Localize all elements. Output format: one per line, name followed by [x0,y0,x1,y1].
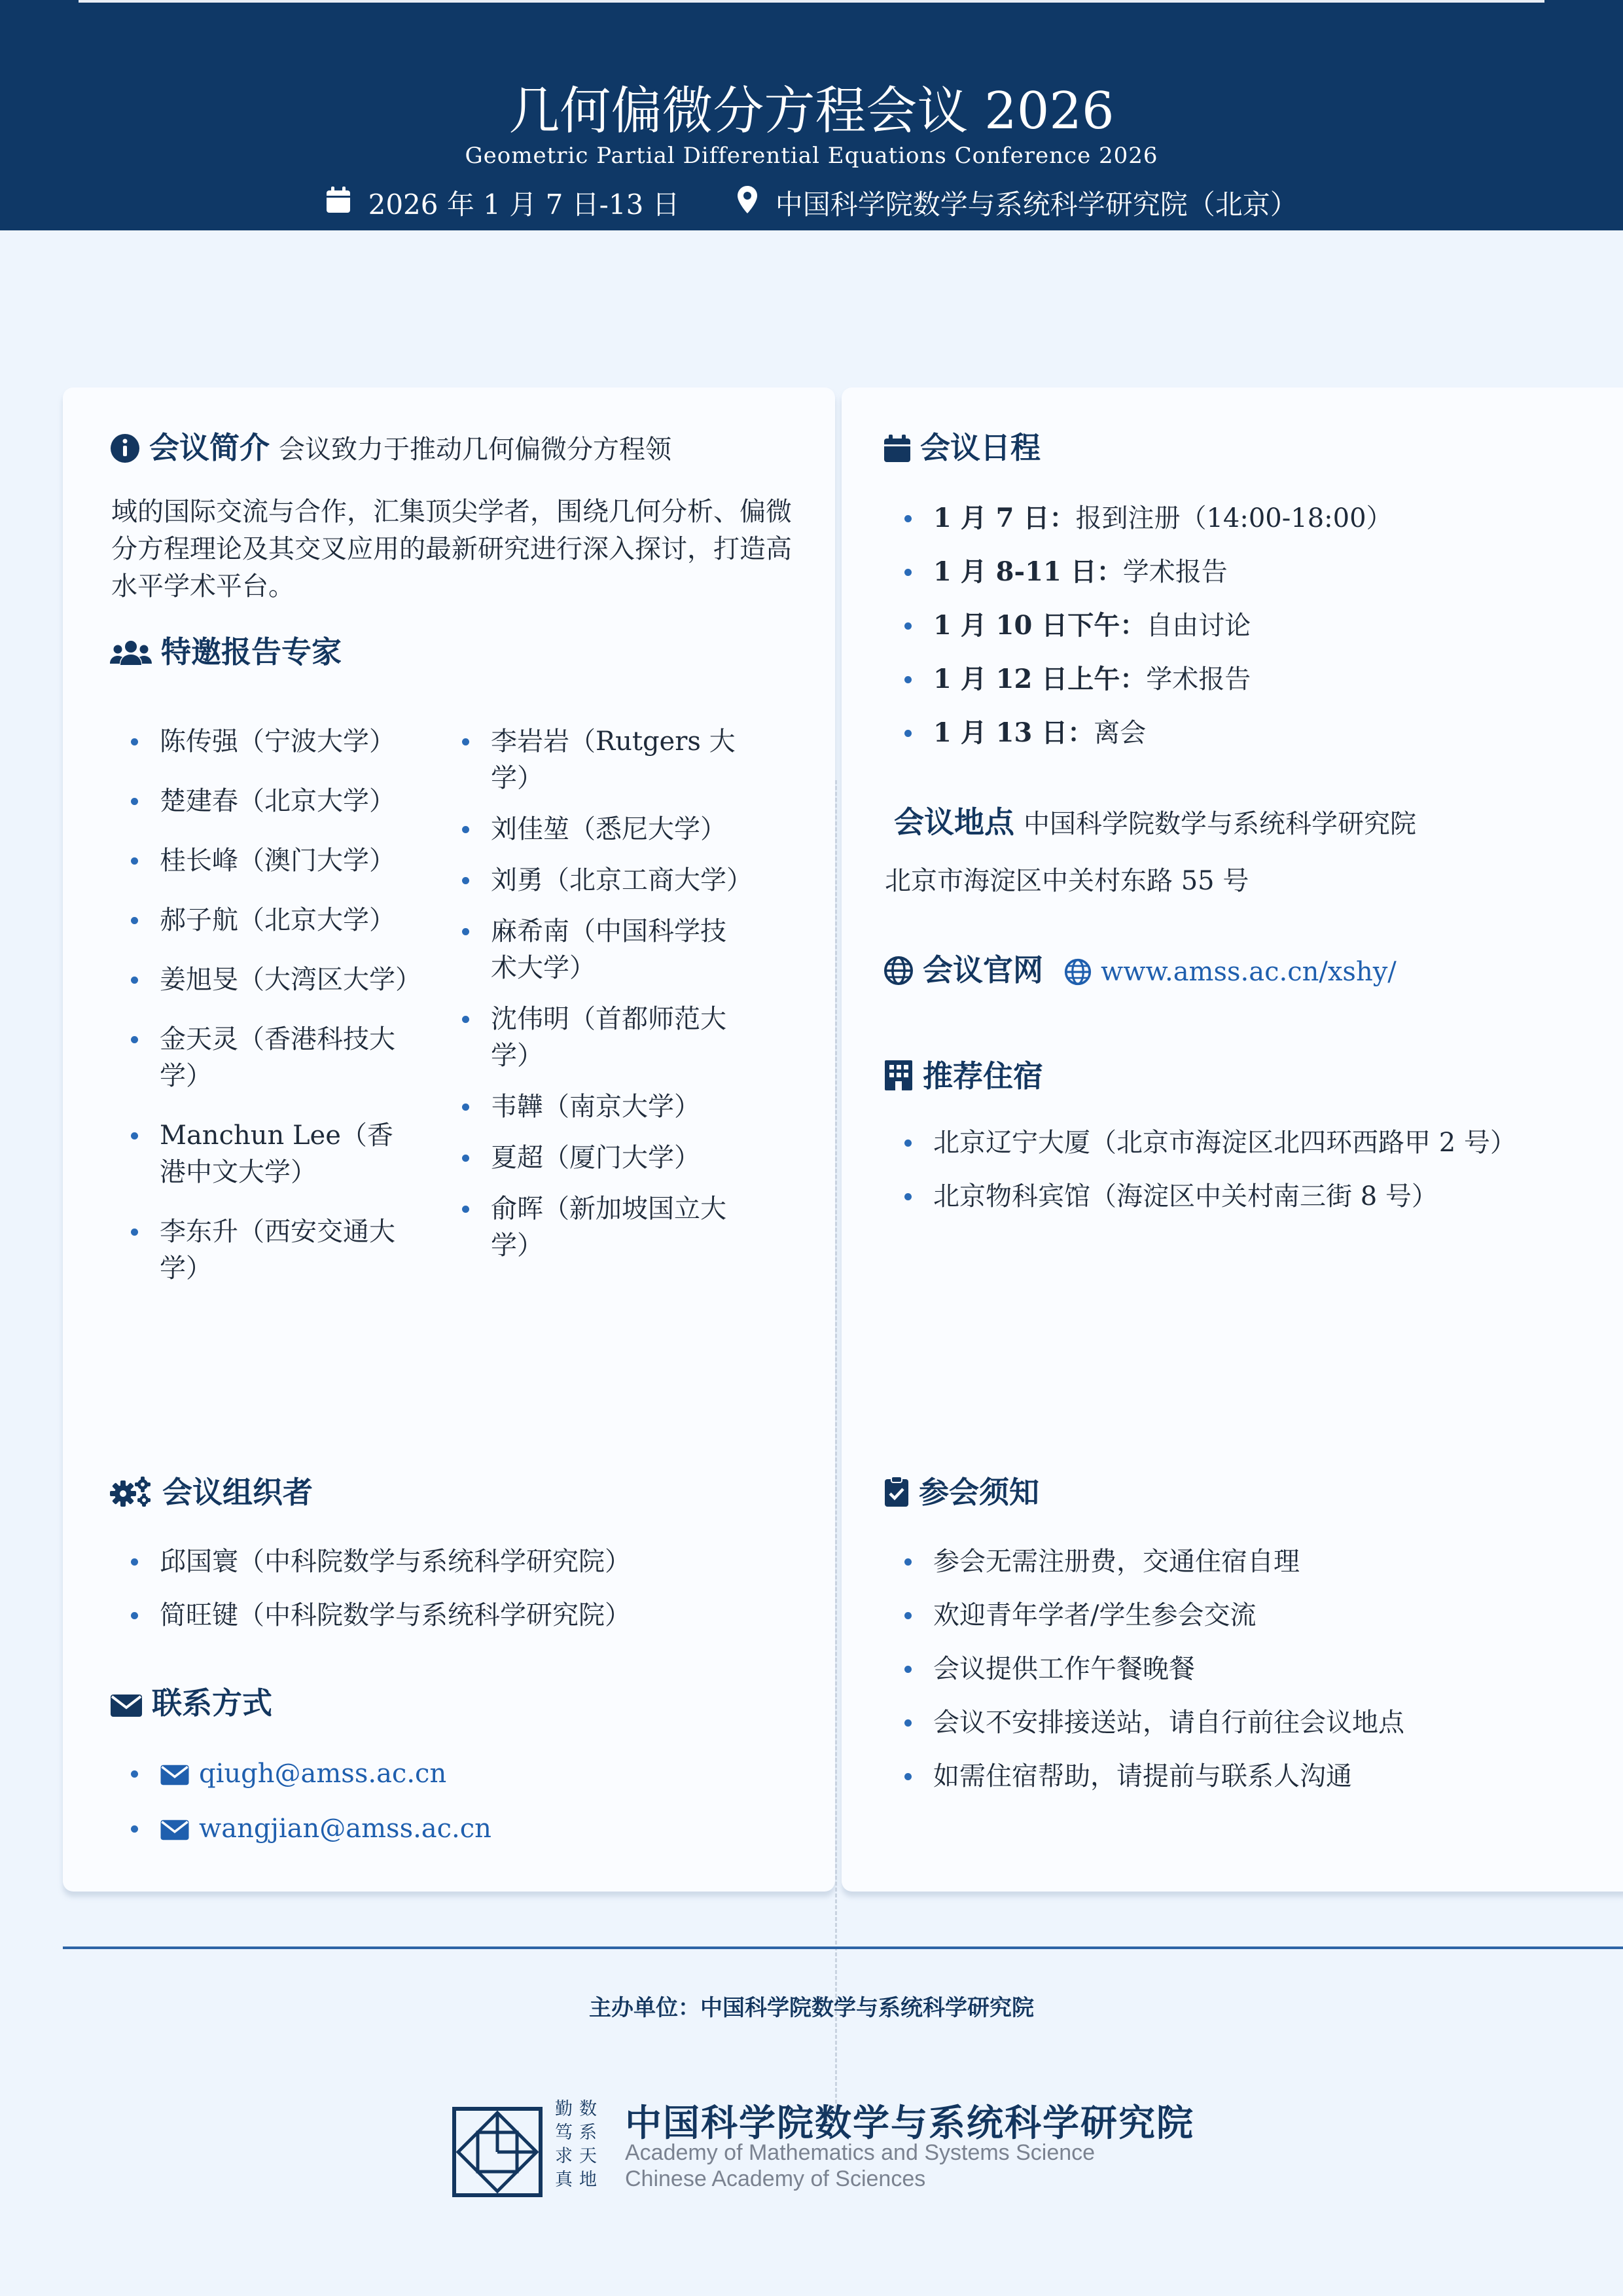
schedule-day: 1 月 13 日： [933,717,1094,748]
column-divider [835,780,837,2115]
conference-location: 中国科学院数学与系统科学研究院（北京） [775,188,1298,221]
speakers-heading-row [110,632,342,672]
schedule-item [904,554,1598,590]
contact-list [131,1755,785,1865]
schedule-heading: 会议日程 [920,430,1041,465]
hotel-item: 北京物科宾馆（海淀区中关村南三街 8 号） [904,1178,1611,1215]
email-link-qiugh[interactable]: qiugh@amss.ac.cn [199,1759,447,1789]
schedule-day: 1 月 8-11 日： [933,556,1123,587]
map-pin-icon [736,185,758,225]
notice-item: 会议提供工作午餐晚餐 [904,1651,1611,1687]
email-link-wangjian[interactable]: wangjian@amss.ac.cn [199,1814,491,1844]
speaker-item: 俞晖（新加坡国立大学） [462,1191,750,1264]
intro-heading: 会议简介 [149,430,270,465]
notice-item: 会议不安排接送站，请自行前往会议地点 [904,1704,1611,1741]
website-link[interactable]: www.amss.ac.cn/xshy/ [1101,957,1397,987]
speaker-item: 麻希南（中国科学技术大学） [462,913,750,986]
host-organization: 主办单位：中国科学院数学与系统科学研究院 [589,1995,1034,2021]
schedule-day: 1 月 7 日： [933,503,1076,533]
speaker-item: 李岩岩（Rutgers 大学） [462,723,750,797]
schedule-item [904,661,1598,698]
venue-heading-row [894,802,1416,844]
speakers-list-col2 [462,723,753,1278]
schedule-item [904,715,1598,751]
organizer-item: 邱国寰（中科院数学与系统科学研究院） [131,1543,785,1580]
notice-list [904,1543,1611,1812]
schedule-day: 1 月 10 日下午： [933,610,1147,641]
schedule-text: 学术报告 [1146,664,1251,694]
organizer-item: 简旺键（中科院数学与系统科学研究院） [131,1597,785,1634]
schedule-item [904,500,1598,537]
schedule-heading-row [883,428,1041,467]
speaker-item: 韦韡（南京大学） [462,1088,750,1125]
footer-rule [63,1946,1623,1949]
conference-date: 2026 年 1 月 7 日-13 日 [368,188,680,221]
amss-name-en: Academy of Mathematics and Systems Science [625,2140,1096,2165]
website-heading-row [883,950,1397,992]
schedule-text: 自由讨论 [1146,611,1251,641]
schedule-text: 离会 [1094,718,1147,748]
notice-item: 如需住宿帮助，请提前与联系人沟通 [904,1758,1611,1795]
speaker-item: 李东升（西安交通大学） [131,1213,419,1287]
header-meta [0,183,1623,225]
conference-title: 几何偏微分方程会议 2026 [508,82,1115,141]
venue-heading: 会议地点 [894,804,1014,840]
calendar-icon [883,430,920,465]
info-circle-icon [110,430,149,465]
clipboard-check-icon [883,1475,919,1510]
speaker-item: 夏超（厦门大学） [462,1139,750,1176]
amss-motto: 勤数笃系求天真地 [555,2099,603,2190]
intro-lead: 会议致力于推动几何偏微分方程领 [279,435,671,465]
hotels-heading: 推荐住宿 [923,1058,1043,1094]
speaker-item: 桂长峰（澳门大学） [131,842,419,879]
cas-name-en: Chinese Academy of Sciences [625,2166,926,2191]
amss-logo-emblem [452,2100,543,2204]
schedule-list [904,500,1598,768]
email-item [131,1755,785,1792]
schedule-item [904,607,1598,644]
website-heading: 会议官网 [923,952,1043,988]
venue-name: 中国科学院数学与系统科学研究院 [1024,809,1416,839]
organizers-list [131,1543,785,1651]
building-icon [883,1058,923,1094]
envelope-icon [110,1685,152,1721]
envelope-icon [160,1759,199,1789]
speaker-item: 郝子航（北京大学） [131,902,419,939]
organizers-heading: 会议组织者 [162,1475,313,1510]
cogs-icon [110,1475,162,1510]
speaker-item: Manchun Lee（香港中文大学） [131,1117,419,1191]
globe-icon [883,952,923,988]
left-panel [63,387,835,1892]
speakers-list-col1 [131,723,419,1310]
notice-item: 欢迎青年学者/学生参会交流 [904,1597,1611,1634]
venue-address: 北京市海淀区中关村东路 55 号 [885,866,1249,896]
notice-item: 参会无需注册费，交通住宿自理 [904,1543,1611,1580]
calendar-icon [325,185,351,224]
notice-heading-row [883,1473,1039,1512]
speaker-item: 金天灵（香港科技大学） [131,1021,419,1094]
hotels-heading-row [883,1056,1043,1096]
speakers-heading: 特邀报告专家 [161,634,342,670]
speaker-item: 沈伟明（首都师范大学） [462,1001,750,1074]
amss-name-cn: 中国科学院数学与系统科学研究院 [625,2102,1194,2145]
hotel-item: 北京辽宁大厦（北京市海淀区北四环西路甲 2 号） [904,1124,1611,1161]
header-banner [0,0,1623,230]
speaker-item: 刘佳堃（悉尼大学） [462,811,750,848]
speaker-item: 陈传强（宁波大学） [131,723,419,760]
schedule-text: 学术报告 [1122,557,1228,587]
contact-heading: 联系方式 [152,1685,272,1721]
speaker-item: 楚建春（北京大学） [131,783,419,819]
schedule-day: 1 月 12 日上午： [933,664,1147,694]
header-top-rule [79,0,1544,3]
envelope-icon [160,1814,199,1844]
notice-heading: 参会须知 [919,1475,1039,1510]
organizers-heading-row [110,1473,313,1512]
schedule-text: 报到注册（14:00-18:00） [1075,503,1393,533]
right-panel [842,387,1623,1892]
speaker-item: 姜旭旻（大湾区大学） [131,961,419,998]
globe-icon [1064,952,1101,988]
speaker-item: 刘勇（北京工商大学） [462,862,750,899]
intro-heading-row [110,428,671,469]
email-item [131,1810,785,1847]
contact-heading-row [110,1683,272,1723]
hotels-list [904,1124,1611,1232]
conference-subtitle: Geometric Partial Differential Equations Conference 2026 [465,143,1158,169]
intro-body: 域的国际交流与合作，汇集顶尖学者，围绕几何分析、偏微分方程理论及其交叉应用的最新研究进行深入探讨，打造高水平学术平台。 [111,497,792,601]
users-icon [110,634,161,670]
